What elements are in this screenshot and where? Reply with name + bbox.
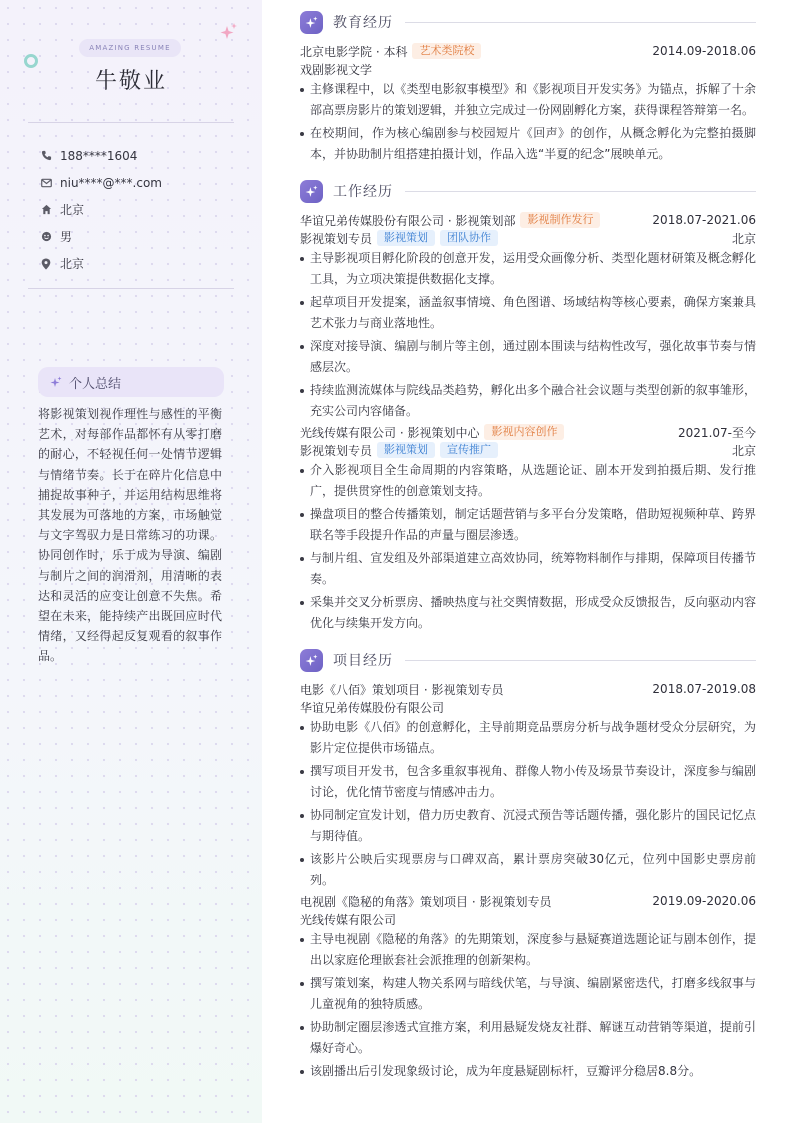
section-divider [405, 660, 756, 661]
work-section-header [300, 179, 756, 203]
role-row [300, 229, 756, 247]
work-entry [300, 423, 756, 636]
list-item: 主导影视项目孵化阶段的创意开发，运用受众画像分析、类型化题材研策及概念孵化工具，为立项决策提供数据化支撑。 [300, 248, 756, 289]
project-name: 电影《八佰》策划项目 · 影视策划专员 [300, 682, 504, 697]
project-name: 电视剧《隐秘的角落》策划项目 · 影视策划专员 [300, 894, 552, 909]
project-bullets [300, 929, 756, 1082]
role-tag: 影视策划 [377, 230, 435, 246]
education-row [300, 42, 756, 60]
home-icon [40, 204, 52, 216]
list-item: 协助制定圈层渗透式宣推方案，利用悬疑发烧友社群、解谜互动营销等渠道，提前引爆好奇心。 [300, 1017, 756, 1058]
list-item: 持续监测流媒体与院线品类趋势，孵化出多个融合社会议题与类型创新的叙事雏形，充实公司内容储备。 [300, 380, 756, 421]
sparkle-icon [50, 376, 62, 388]
contact-list [40, 142, 240, 277]
job-location: 北京 [731, 443, 756, 458]
mail-icon [40, 177, 52, 189]
summary-text: 将影视策划视作理性与感性的平衡艺术，对每部作品都怀有从零打磨的耐心，不轻视任何一处情节逻辑与情绪节奏。长于在碎片化信息中捕捉故事种子，并运用结构思维将其发展为可落地的方案，市场触觉与文字驾驭力是日常练习的功课。协同创作时，乐于成为导演、编剧与制片之间的润滑剂，用清晰的表达和灵活的应变让创意不失焦。希望在未来，能持续产出既回应时代情绪，又经得起反复观看的叙事作品。 [38, 407, 222, 664]
company-tag: 影视制作发行 [520, 212, 600, 228]
sidebar [0, 0, 262, 1123]
education-date: 2014.09-2018.06 [652, 44, 756, 58]
role-tag: 影视策划 [377, 442, 435, 458]
contact-location [40, 250, 240, 277]
job-bullets [300, 460, 756, 633]
job-location: 北京 [731, 231, 756, 246]
resume-badge: AMAZING RESUME [79, 39, 181, 57]
sparkle-icon [219, 22, 239, 42]
job-date: 2021.07-至今 [678, 425, 756, 440]
education-bullets [300, 79, 756, 164]
major-row [300, 60, 756, 78]
list-item: 该影片公映后实现票房与口碑双高，累计票房突破30亿元，位列中国影史票房前列。 [300, 849, 756, 890]
contact-email-text: niu****@***.com [60, 175, 162, 190]
project-entry [300, 680, 756, 893]
project-org: 光线传媒有限公司 [300, 912, 397, 927]
list-item: 起草项目开发提案，涵盖叙事情境、角色图谱、场域结构等核心要素，确保方案兼具艺术张力与商业落地性。 [300, 292, 756, 333]
project-org: 华谊兄弟传媒股份有限公司 [300, 700, 445, 715]
project-org-row [300, 910, 756, 928]
project-org-row [300, 698, 756, 716]
section-title: 项目经历 [333, 653, 393, 669]
list-item: 在校期间，作为核心编剧参与校园短片《回声》的创作，从概念孵化为完整拍摄脚本，并协助制片组搭建拍摄计划，作品入选“半夏的纪念”展映单元。 [300, 123, 756, 164]
project-entry [300, 892, 756, 1085]
contact-gender [40, 223, 240, 250]
project-row [300, 892, 756, 910]
project-row [300, 680, 756, 698]
list-item: 主修课程中，以《类型电影叙事模型》和《影视项目开发实务》为锚点，拆解了十余部高票房影片的策划逻辑，并独立完成过一份网剧孵化方案，获得课程答辩第一名。 [300, 79, 756, 120]
role-row [300, 441, 756, 459]
contact-gender-text: 男 [60, 230, 73, 244]
section-divider [405, 22, 756, 23]
divider [28, 288, 234, 289]
contact-phone [40, 142, 240, 169]
contact-home [40, 196, 240, 223]
list-item: 与制片组、宣发组及外部渠道建立高效协同，统筹物料制作与排期，保障项目传播节奏。 [300, 548, 756, 589]
list-item: 介入影视项目全生命周期的内容策略，从选题论证、剧本开发到拍摄后期、发行推广，提供贯穿性的创意策划支持。 [300, 460, 756, 501]
summary-header [38, 367, 224, 397]
education-entry [300, 42, 756, 167]
contact-home-text: 北京 [60, 203, 85, 217]
major: 戏剧影视文学 [300, 62, 373, 77]
company-name: 华谊兄弟传媒股份有限公司 · 影视策划部 [300, 213, 516, 228]
candidate-name: 牛敬业 [94, 69, 167, 94]
contact-email [40, 169, 240, 196]
sparkle-icon [300, 649, 323, 672]
sparkle-icon [300, 11, 323, 34]
job-bullets [300, 248, 756, 421]
role-tag: 宣传推广 [440, 442, 498, 458]
company-tag: 影视内容创作 [484, 424, 564, 440]
gender-icon [40, 231, 52, 243]
company-row [300, 211, 756, 229]
divider [28, 122, 234, 123]
location-icon [40, 258, 52, 270]
list-item: 协同制定宣发计划，借力历史教育、沉浸式预告等话题传播，强化影片的国民记忆点与期待值。 [300, 805, 756, 846]
list-item: 撰写项目开发书，包含多重叙事视角、群像人物小传及场景节奏设计，深度参与编剧讨论，优化情节密度与情感冲击力。 [300, 761, 756, 802]
contact-location-text: 北京 [60, 257, 85, 271]
work-entry [300, 211, 756, 424]
section-title: 工作经历 [333, 184, 393, 200]
education-section-header [300, 10, 756, 34]
section-title: 教育经历 [333, 15, 393, 31]
list-item: 采集并交叉分析票房、播映热度与社交舆情数据，形成受众反馈报告，反向驱动内容优化与续集开发方向。 [300, 592, 756, 633]
phone-icon [40, 150, 52, 162]
project-bullets [300, 717, 756, 890]
job-role: 影视策划专员 [300, 231, 373, 246]
list-item: 撰写策划案，构建人物关系网与暗线伏笔，与导演、编剧紧密迭代，打磨多线叙事与儿童视角的独特质感。 [300, 973, 756, 1014]
role-tag: 团队协作 [440, 230, 498, 246]
section-divider [405, 191, 756, 192]
job-role: 影视策划专员 [300, 443, 373, 458]
list-item: 深度对接导演、编剧与制片等主创，通过剧本围读与结构性改写，强化故事节奏与情感层次。 [300, 336, 756, 377]
school-tag: 艺术类院校 [412, 43, 481, 59]
list-item: 协助电影《八佰》的创意孵化，主导前期竞品票房分析与战争题材受众分层研究，为影片定位提供市场锚点。 [300, 717, 756, 758]
project-date: 2018.07-2019.08 [652, 682, 756, 696]
job-date: 2018.07-2021.06 [652, 213, 756, 227]
school-name: 北京电影学院 · 本科 [300, 44, 408, 59]
projects-section-header [300, 648, 756, 672]
list-item: 该剧播出后引发现象级讨论，成为年度悬疑剧标杆，豆瓣评分稳居8.8分。 [300, 1061, 756, 1082]
list-item: 操盘项目的整合传播策划，制定话题营销与多平台分发策略，借助短视频种草、跨界联名等手段提升作品的声量与圈层渗透。 [300, 504, 756, 545]
summary-title: 个人总结 [69, 376, 122, 392]
company-name: 光线传媒有限公司 · 影视策划中心 [300, 425, 480, 440]
project-date: 2019.09-2020.06 [652, 894, 756, 908]
list-item: 主导电视剧《隐秘的角落》的先期策划，深度参与悬疑赛道选题论证与剧本创作，提出以家庭伦理嵌套社会派推理的创新架构。 [300, 929, 756, 970]
sparkle-icon [300, 180, 323, 203]
company-row [300, 423, 756, 441]
contact-phone-text: 188****1604 [60, 148, 138, 163]
